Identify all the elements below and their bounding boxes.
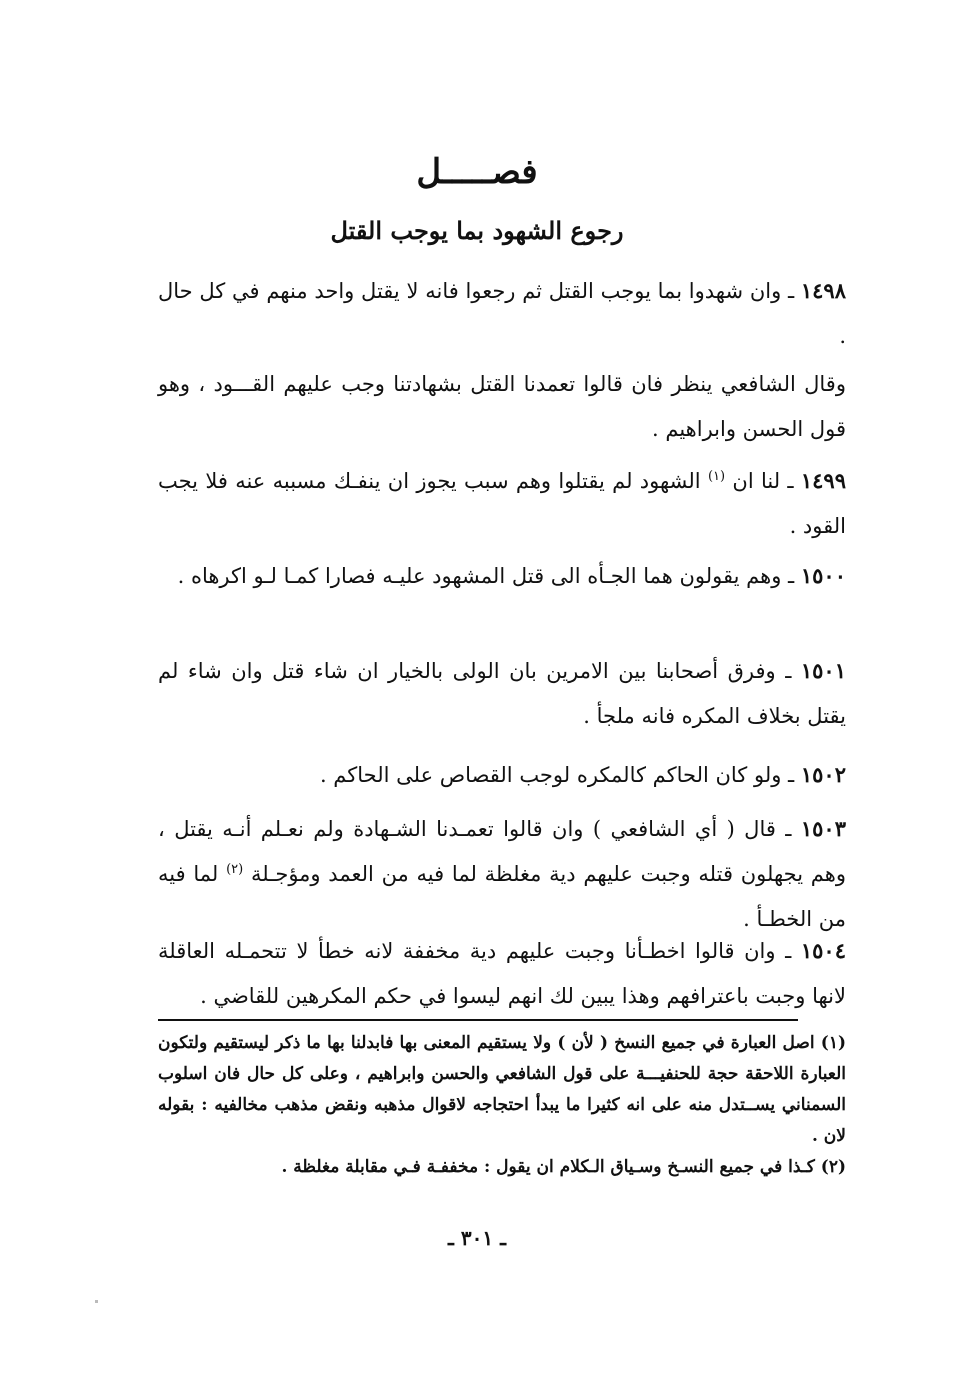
paragraph-number: ١٤٩٨	[800, 278, 846, 303]
paragraph-number: ١٥٠٢	[800, 762, 846, 787]
paragraph-1501	[158, 648, 846, 739]
paragraph-text-continued: لما فيه من الخطـأ .	[158, 862, 846, 931]
footnote-reference[interactable]: (٢)	[226, 862, 244, 877]
paragraph-shafii	[158, 362, 846, 452]
footnote-1	[158, 1028, 846, 1152]
paragraph-text: وقال الشافعي ينظر فان قالوا تعمدنا القتل بشهادتنا وجب عليهم القـــود ، وهو قول الحسن وابراهيم .	[158, 372, 846, 441]
paragraph-1503	[158, 806, 846, 942]
paragraph-text: ـ وفرق أصحابنا بين الامرين بان الولى بالخيار ان شاء قتل وان شاء لم يقتل بخلاف المكره فانه ملجأ .	[158, 659, 846, 728]
section-title: رجوع الشهود بما يوجب القتل	[330, 216, 624, 245]
paragraph-1504	[158, 928, 846, 1019]
paragraph-number: ١٥٠٣	[800, 816, 846, 841]
paragraph-1500	[158, 553, 846, 599]
paragraph-number: ١٥٠٤	[800, 938, 846, 963]
footnote-mark: (١)	[820, 1033, 846, 1053]
paragraph-text-continued: الشهود لم يقتلوا وهم سبب يجوز ان ينفـك مسببه عنه فلا يجب القود .	[158, 469, 846, 538]
paragraph-number: ١٥٠٠	[800, 563, 846, 588]
chapter-title: فصـــــل	[416, 152, 538, 192]
paragraph-1502	[158, 752, 846, 798]
footnote-reference[interactable]: (١)	[707, 469, 726, 484]
footnote-2	[158, 1152, 846, 1183]
footnote-text: اصل العبارة في جميع النسخ ( لأن ) ولا يستقيم المعنى بها فابدلنا بها ما ذكر ليستقيم ولتكون العبارة اللاحقة حجة للحنفيـــة على قول الشافعي والحسن وابراهيم ، وعلى كل حال فان اسلوب السمناني يســتدل منه على انه كثيرا ما يبدأ احتجاجه لاقوال مذهبه ونقض مذهب مخالفيه : بقوله لان .	[158, 1033, 846, 1146]
paragraph-text: ـ ولو كان الحاكم كالمكره لوجب القصاص على الحاكم .	[319, 763, 795, 787]
paragraph-1498	[158, 268, 846, 359]
paragraph-text: ـ وان قالوا اخطـأنا وجبت عليهم دية مخففة لانه خطأ لا تتحمـله العاقلة لانها وجبت باعترافهم وهذا يبين لك انهم ليسوا في حكم المكرهين للقاضي .	[158, 939, 846, 1008]
paragraph-text: ـ وان شهدوا بما يوجب القتل ثم رجعوا فانه لا يقتل واحد منهم في كل حال .	[158, 279, 846, 348]
footnote-text: كـذا في جميع النسـخ وسـياق الـكلام ان يقول : مخففـة فـي مقابلة مغلظة .	[281, 1157, 815, 1177]
paragraph-text: ـ لنا ان	[732, 469, 794, 493]
paragraph-1499	[158, 458, 846, 549]
footnote-mark: (٢)	[820, 1157, 846, 1177]
paragraph-number: ١٤٩٩	[800, 468, 846, 493]
paragraph-number: ١٥٠١	[800, 658, 846, 683]
footnotes	[158, 1028, 846, 1183]
paragraph-text: ـ وهم يقولون هما الجـأه الى قتل المشهود عليـه فصارا كمـا لـو اكرهاه .	[177, 564, 795, 588]
page-number: ـ ٣٠١ ـ	[448, 1226, 506, 1250]
paragraph-text: ـ قال ( أي الشافعي ) وان قالوا تعمـدنا الشـهادة ولم نعـلم أنـه يقتل ، وهم يجهلون قتله وجبت عليهم دية مغلظة لما فيه من العمد ومؤجـلة	[158, 817, 846, 886]
scan-speck	[95, 1300, 98, 1303]
footnote-divider	[158, 1019, 798, 1021]
